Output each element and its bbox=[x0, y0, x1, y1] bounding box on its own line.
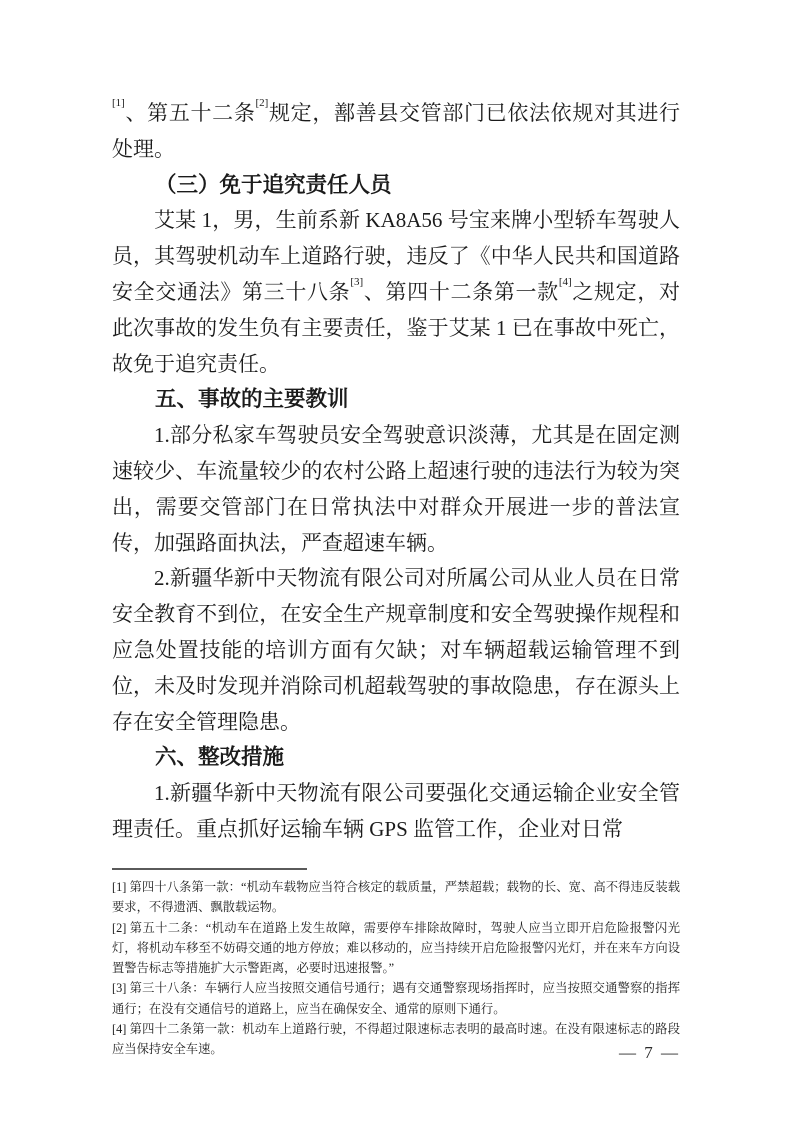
heading-section-3-exempt-persons: （三）免于追究责任人员 bbox=[155, 172, 392, 197]
body-text: 、第四十二条第一款 bbox=[363, 279, 559, 304]
body-text: 规定，鄯善县交管部门已依法依规对其进行处理。 bbox=[112, 101, 681, 161]
document-body bbox=[112, 96, 680, 848]
footnotes-block bbox=[112, 868, 680, 1060]
paragraph-continuation bbox=[112, 96, 680, 168]
footnote-4: [4] 第四十二条第一款：机动车上道路行驶，不得超过限速标志表明的最高时速。在没有限速标志的路段应当保持安全车速。 bbox=[112, 1022, 680, 1057]
heading-section-6-measures: 六、整改措施 bbox=[155, 745, 285, 770]
footnote-3: [3] 第三十八条：车辆行人应当按照交通信号通行；遇有交通警察现场指挥时，应当按照交通警察的指挥通行；在没有交通信号的道路上，应当在确保安全、通常的原则下通行。 bbox=[112, 981, 680, 1016]
footnote-1: [1] 第四十八条第一款：“机动车载物应当符合核定的载质量，严禁超载；载物的长、宽、高不得违反装载要求，不得遗洒、飘散载运物。 bbox=[112, 880, 680, 915]
footnote-ref-1: [1] bbox=[112, 96, 125, 109]
body-text: 、第五十二条 bbox=[124, 101, 256, 125]
page-number: — 7 — bbox=[619, 1043, 680, 1062]
footnote-ref-4: [4] bbox=[558, 275, 572, 288]
footnote-2: [2] 第五十二条：“机动车在道路上发生故障，需要停车排除故障时，驾驶人应当立即开启危险报警闪光灯，将机动车移至不妨碍交通的地方停放；难以移动的，应当持续开启危险报警闪光灯，并在来车方向设置警告标志等措施扩大示警距离，必要时迅速报警。” bbox=[112, 920, 680, 976]
paragraph-lesson-1: 1.部分私家车驾驶员安全驾驶意识淡薄，尤其是在固定测速较少、车流量较少的农村公路上超速行驶的违法行为较为突出，需要交管部门在日常执法中对群众开展进一步的普法宣传，加强路面执法，严查超速车辆。 bbox=[112, 423, 680, 555]
paragraph-exempt-person bbox=[112, 203, 680, 382]
body-text: 艾某 1，男，生前系新 KA8A56 号宝来牌小型轿车驾驶人员，其驾驶机动车上道路行驶，违反了《中华人民共和国道路安全交通法》第三十八条 bbox=[112, 208, 680, 304]
paragraph-lesson-2: 2.新疆华新中天物流有限公司对所属公司从业人员在日常安全教育不到位，在安全生产规章制度和安全驾驶操作规程和应急处置技能的培训方面有欠缺；对车辆超载运输管理不到位，未及时发现并消除司机超载驾驶的事故隐患，存在源头上存在安全管理隐患。 bbox=[112, 566, 680, 734]
footnote-separator-line bbox=[112, 868, 307, 870]
paragraph-measure-1: 1.新疆华新中天物流有限公司要强化交通运输企业安全管理责任。重点抓好运输车辆 GPS 监管工作，企业对日常 bbox=[112, 781, 680, 841]
footnote-ref-2: [2] bbox=[255, 96, 269, 109]
body-text: 之规定，对此次事故的发生负有主要责任，鉴于艾某 1 已在事故中死亡，故免于追究责任。 bbox=[112, 279, 681, 376]
footnote-ref-3: [3] bbox=[350, 275, 364, 288]
heading-section-5-lessons: 五、事故的主要教训 bbox=[155, 387, 349, 412]
